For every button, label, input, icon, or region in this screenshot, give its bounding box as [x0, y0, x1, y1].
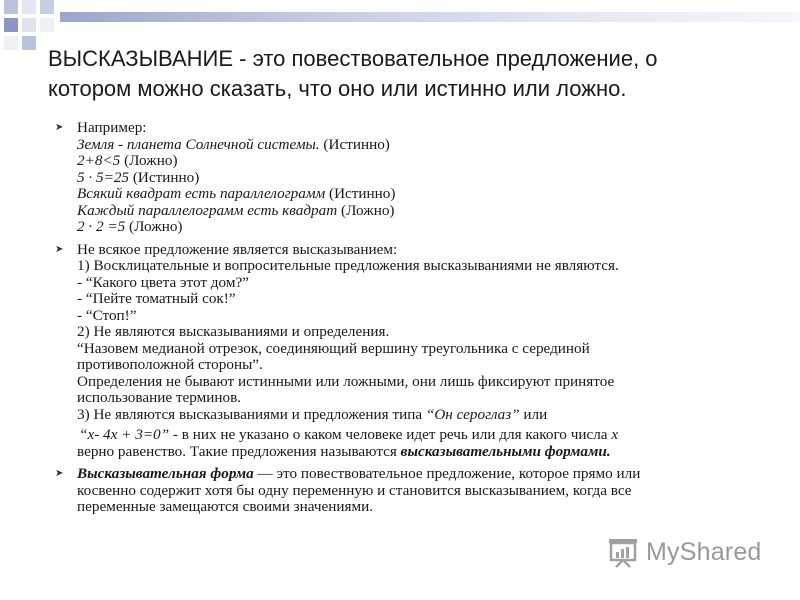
paragraph-continuation [55, 427, 755, 460]
decorative-square [22, 0, 36, 14]
paragraph-line: Высказывательная форма — это повествовательное предложение, которое прямо или [77, 465, 641, 482]
paragraph-line: 1) Восклицательные и вопросительные предложения высказываниями не являются. [77, 257, 619, 274]
decorative-square [22, 18, 36, 32]
title-line2: котором можно сказать, что оно или истинно или ложно. [48, 76, 627, 101]
title-term: ВЫСКАЗЫВАНИЕ [48, 46, 234, 71]
bullet-arrow-icon: ➤ [55, 243, 64, 255]
paragraph-line: Не всякое предложение является высказыванием: [77, 240, 398, 258]
paragraph-line: противоположной стороны”. [77, 356, 263, 373]
paragraph-line: косвенно содержит хотя бы одну переменную и становится высказыванием, когда все [77, 481, 632, 499]
myshared-watermark [606, 535, 762, 569]
decorative-square [4, 36, 18, 50]
decorative-square [4, 18, 18, 32]
bullet-not-statements [55, 242, 755, 424]
paragraph-line: Определения не бывают истинными или ложными, они лишь фиксируют принятое [77, 372, 615, 390]
paragraph-line: - “Пейте томатный сок!” [77, 290, 236, 307]
projector-screen-icon [606, 535, 640, 569]
examples-intro: Например: [77, 119, 147, 136]
decorative-square [22, 36, 36, 50]
example-line: Каждый параллелограмм есть квадрат (Ложно) [77, 201, 395, 219]
paragraph-line: использование терминов. [77, 389, 242, 406]
slide-body [55, 120, 755, 516]
example-line: Всякий квадрат есть параллелограмм (Истинно) [77, 185, 396, 202]
example-line: 5 · 5=25 (Истинно) [77, 168, 200, 186]
watermark-text: MyShared [646, 537, 762, 566]
title-rest: - это повествовательное предложение, о [233, 46, 658, 71]
paragraph-line: 3) Не являются высказываниями и предложения типа “Он сероглаз” или [77, 405, 548, 423]
bullet-arrow-icon: ➤ [55, 468, 64, 479]
header-gradient-band [60, 12, 800, 22]
bullet-examples [55, 120, 755, 236]
example-line: 2+8<5 (Ложно) [77, 152, 178, 169]
decorative-square [4, 0, 18, 14]
paragraph-line: 2) Не являются высказываниями и определения. [77, 323, 390, 340]
decorative-square [40, 18, 54, 32]
decorative-square [40, 0, 54, 14]
bullet-arrow-icon: ➤ [55, 122, 64, 133]
slide-title [48, 44, 768, 104]
paragraph-line: верно равенство. Такие предложения называются высказывательными формами. [77, 442, 611, 460]
paragraph-line: - “Какого цвета этот дом?” [77, 273, 249, 291]
example-line: Земля - планета Солнечной системы. (Истинно) [77, 135, 390, 153]
paragraph-line: - “Стоп!” [77, 306, 137, 324]
paragraph-line: “х- 4х + 3=0” - в них не указано о каком человеке идет речь или для какого числа х [79, 426, 619, 443]
example-line: 2 · 2 =5 (Ложно) [77, 218, 183, 235]
bullet-definition [55, 466, 755, 516]
paragraph-line: “Назовем медианой отрезок, соединяющий вершину треугольника с серединой [77, 339, 590, 357]
paragraph-line: переменные замещаются своими значениями. [77, 498, 374, 515]
